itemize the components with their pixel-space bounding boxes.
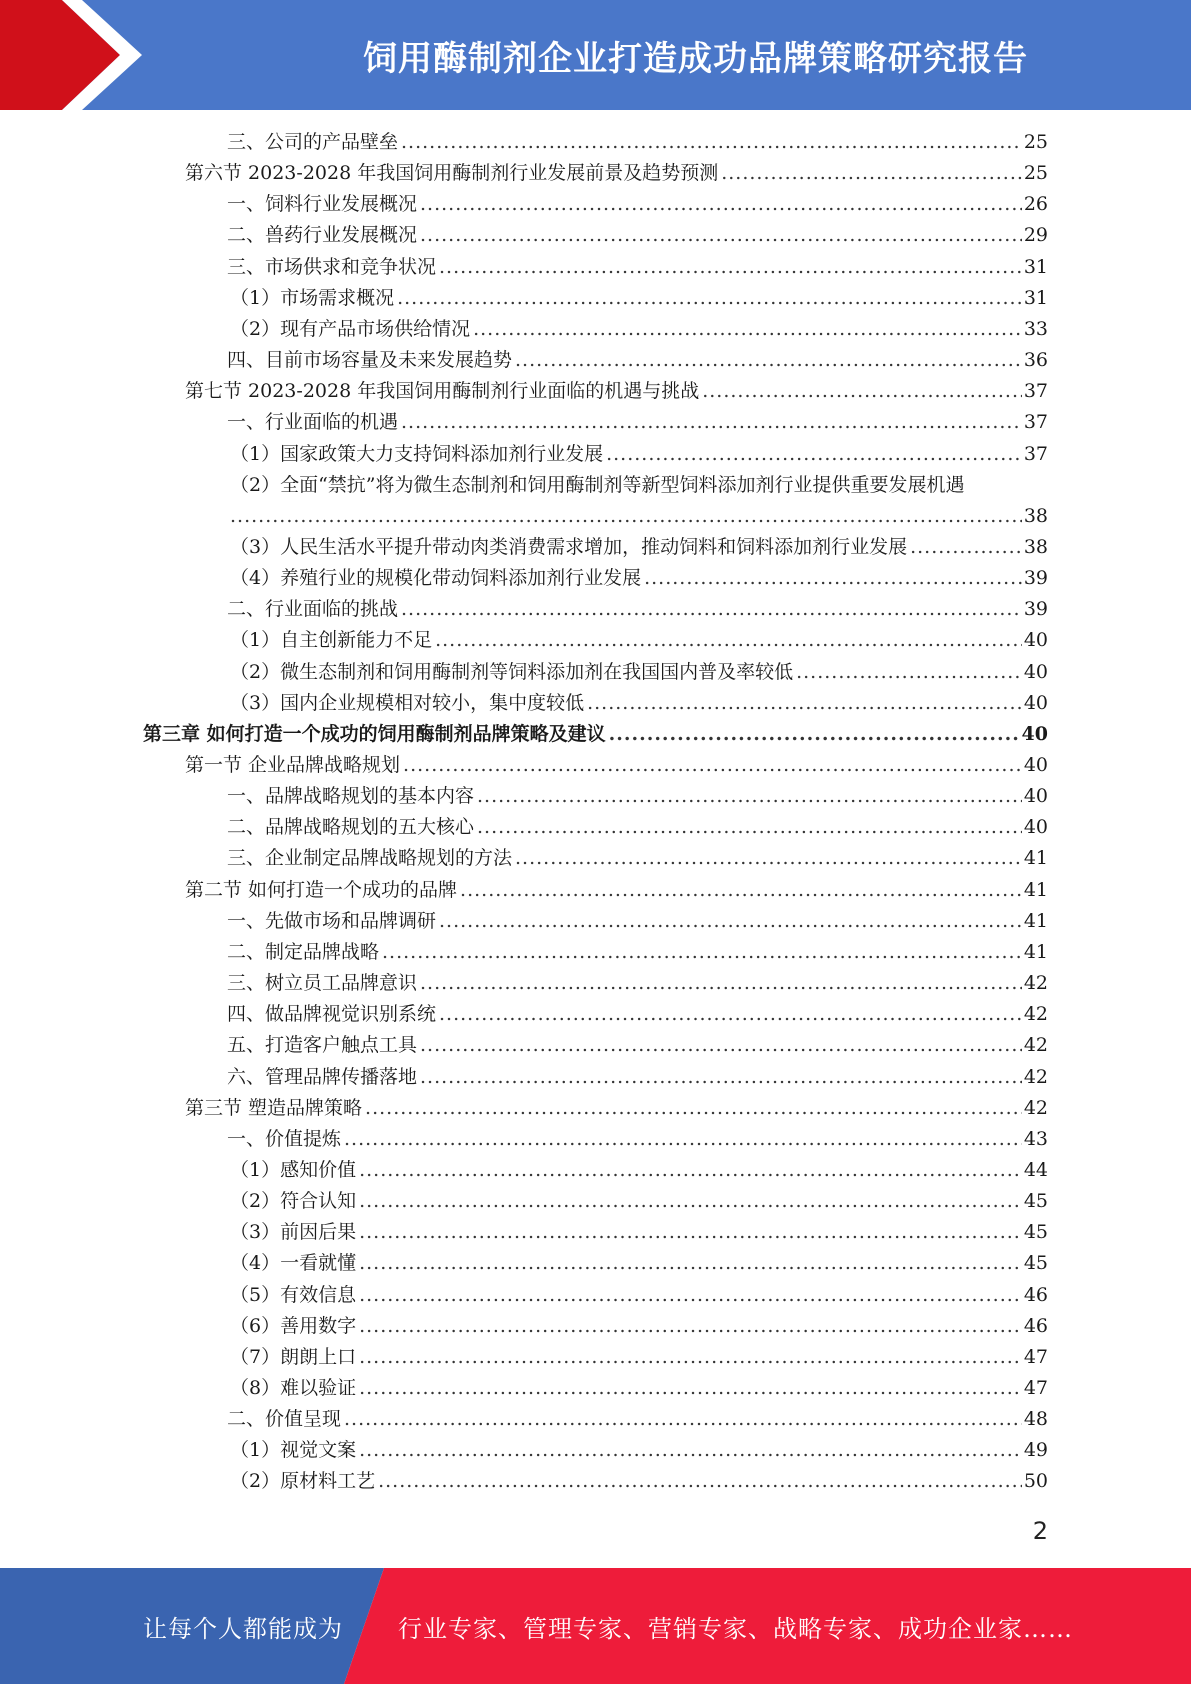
toc-entry-label: 四、做品牌视觉识别系统 [227,1003,437,1026]
toc-entry-page: 42 [1023,1096,1048,1119]
toc-entry-page: 36 [1023,349,1048,372]
toc-entry[interactable] [227,906,1048,937]
toc-leader-dots [344,1404,1022,1435]
toc-entry-label: 第三章 如何打造一个成功的饲用酶制剂品牌策略及建议 [143,722,606,745]
toc-leader-dots [420,220,1022,251]
toc-entry-page: 42 [1023,1003,1048,1026]
toc-entry-label: （2）全面“禁抗”将为微生态制剂和饲用酶制剂等新型饲料添加剂行业提供重要发展机遇 [230,473,965,496]
toc-entry[interactable] [227,252,1048,283]
toc-entry[interactable] [227,812,1048,843]
toc-entry-label: 二、行业面临的挑战 [227,598,399,621]
toc-leader-dots [420,968,1022,999]
toc-entry[interactable] [230,1466,1048,1497]
toc-entry-page: 40 [1023,785,1048,808]
toc-entry-label: （2）微生态制剂和饲用酶制剂等饲料添加剂在我国国内普及率较低 [230,660,794,683]
toc-leader-dots [382,937,1022,968]
toc-leader-dots [401,594,1022,625]
toc-entry-label: （3）国内企业规模相对较小，集中度较低 [230,691,585,714]
toc-leader-dots [435,625,1022,656]
toc-entry[interactable] [230,1155,1048,1186]
toc-entry-page: 25 [1023,131,1048,153]
toc-entry[interactable] [230,625,1048,656]
toc-entry[interactable] [227,781,1048,812]
toc-leader-dots [359,1373,1022,1404]
toc-entry-label: 一、品牌战略规划的基本内容 [227,785,475,808]
toc-entry-label: 二、制定品牌战略 [227,940,380,963]
toc-entry-label: （6）善用数字 [230,1314,357,1337]
toc-entry[interactable] [227,999,1048,1030]
toc-entry-label: （1）自主创新能力不足 [230,629,433,652]
toc-entry-page: 39 [1023,567,1048,590]
toc-entry-label: 第七节 2023-2028 年我国饲用酶制剂行业面临的机遇与挑战 [185,380,700,403]
toc-entry-page: 43 [1023,1127,1048,1150]
toc-entry[interactable] [185,875,1048,906]
toc-entry-label: 六、管理品牌传播落地 [227,1065,418,1088]
toc-entry-label: 四、目前市场容量及未来发展趋势 [227,349,513,372]
toc-entry-label: （1）国家政策大力支持饲料添加剂行业发展 [230,442,604,465]
toc-entry-label: 三、市场供求和竞争状况 [227,255,437,278]
toc-entry[interactable] [230,563,1048,594]
toc-leader-dots [796,657,1022,688]
toc-entry-label: 一、行业面临的机遇 [227,411,399,434]
toc-entry-page: 41 [1023,940,1048,963]
toc-leader-dots [359,1435,1022,1466]
toc-leader-dots [344,1124,1022,1155]
toc-leader-dots [359,1342,1022,1373]
toc-entry-page: 50 [1023,1470,1048,1493]
toc-leader-dots [515,345,1022,376]
footer-slogan: 让每个人都能成为 [143,1614,343,1643]
toc-leader-dots [702,376,1022,407]
toc-entry[interactable] [230,1217,1048,1248]
toc-entry-page: 41 [1023,909,1048,932]
footer-roles: 行业专家、管理专家、营销专家、战略专家、成功企业家…… [398,1614,1073,1643]
toc-entry-label: 二、品牌战略规划的五大核心 [227,816,475,839]
toc-leader-dots [359,1311,1022,1342]
toc-entry-page: 47 [1023,1345,1048,1368]
toc-entry-page: 40 [1021,722,1048,745]
toc-leader-dots [439,252,1022,283]
toc-leader-dots [359,1217,1022,1248]
toc-entry-label: 一、价值提炼 [227,1127,342,1150]
toc-entry[interactable] [185,1093,1048,1124]
toc-entry[interactable] [227,843,1048,874]
toc-leader-dots [515,843,1022,874]
toc-entry-label: 三、树立员工品牌意识 [227,972,418,995]
toc-leader-dots [359,1186,1022,1217]
toc-entry[interactable] [227,220,1048,251]
footer-banner [0,1568,1191,1684]
toc-entry-label: （1）感知价值 [230,1158,357,1181]
toc-leader-dots [420,189,1022,220]
toc-leader-dots [477,812,1022,843]
toc-entry-page: 42 [1023,972,1048,995]
toc-entry-page: 37 [1023,380,1048,403]
toc-entry[interactable] [227,127,1048,158]
toc-entry[interactable] [227,968,1048,999]
toc-entry-page: 29 [1023,224,1048,247]
header-bar [0,0,1191,110]
toc-entry[interactable] [230,1280,1048,1311]
toc-leader-dots [359,1280,1022,1311]
toc-entry[interactable] [227,1404,1048,1435]
toc-entry[interactable] [230,1186,1048,1217]
toc-leader-dots [439,999,1022,1030]
toc-entry-label: 一、饲料行业发展概况 [227,193,418,216]
toc-leader-dots [721,158,1022,189]
toc-entry-label: 第二节 如何打造一个成功的品牌 [185,878,458,901]
toc-entry-page: 39 [1023,598,1048,621]
toc-entry-label: 二、兽药行业发展概况 [227,224,418,247]
toc-leader-dots [473,314,1022,345]
toc-entry-page: 41 [1023,878,1048,901]
toc-leader-dots [230,501,1022,532]
toc-leader-dots [397,283,1022,314]
toc-entry-label: （7）朗朗上口 [230,1345,357,1368]
toc-leader-dots [365,1093,1022,1124]
toc-leader-dots [477,781,1022,812]
toc-entry[interactable] [227,407,1048,438]
toc-entry[interactable] [227,1124,1048,1155]
toc-leader-dots [378,1466,1022,1497]
toc-entry-page: 49 [1023,1439,1048,1462]
toc-entry-page: 40 [1023,629,1048,652]
toc-entry-label: （2）符合认知 [230,1190,357,1213]
toc-entry-label: （4）一看就懂 [230,1252,357,1275]
toc-entry-page: 33 [1023,317,1048,340]
toc-entry-label: 一、先做市场和品牌调研 [227,909,437,932]
toc-entry-page: 44 [1023,1158,1048,1181]
toc-entry-label: 三、公司的产品壁垒 [227,131,399,153]
toc-entry-page: 31 [1023,255,1048,278]
toc-leader-dots [606,439,1022,470]
toc-entry-page: 37 [1023,442,1048,465]
toc-entry[interactable] [230,283,1048,314]
toc-entry-page: 46 [1023,1314,1048,1337]
toc-entry-page: 47 [1023,1377,1048,1399]
toc-entry-page: 37 [1023,411,1048,434]
toc-entry[interactable] [185,158,1048,189]
toc-entry[interactable] [230,1248,1048,1279]
toc-entry-page: 48 [1023,1408,1048,1431]
toc-leader-dots [359,1155,1022,1186]
toc-entry[interactable] [230,1435,1048,1466]
toc-entry-label: 三、企业制定品牌战略规划的方法 [227,847,513,870]
toc-entry[interactable] [185,376,1048,407]
toc-entry[interactable] [227,189,1048,220]
toc-entry-page: 26 [1023,193,1048,216]
toc-entry-page: 41 [1023,847,1048,870]
toc-entry[interactable] [230,314,1048,345]
toc-entry[interactable] [227,345,1048,376]
toc-leader-dots [609,719,1020,750]
toc-entry-page: 40 [1023,691,1048,714]
toc-entry[interactable] [230,1342,1048,1373]
toc-entry-label: 二、价值呈现 [227,1408,342,1431]
page-number: 2 [1032,1517,1048,1545]
toc-entry-label: （8）难以验证 [230,1377,357,1399]
toc-leader-dots [910,532,1022,563]
toc-entry-page: 31 [1023,286,1048,309]
toc-entry[interactable] [227,594,1048,625]
toc-entry[interactable] [227,1030,1048,1061]
toc-entry-page: 42 [1023,1034,1048,1057]
toc-entry-label: 五、打造客户触点工具 [227,1034,418,1057]
toc-entry-page: 40 [1023,816,1048,839]
toc-leader-dots [420,1062,1022,1093]
toc-entry[interactable] [230,688,1048,719]
toc-leader-dots [403,750,1022,781]
toc-entry[interactable] [230,439,1048,470]
toc-entry-label: （4）养殖行业的规模化带动饲料添加剂行业发展 [230,567,642,590]
toc-entry-label: （3）前因后果 [230,1221,357,1244]
toc-entry[interactable] [230,657,1048,688]
toc-entry-continuation [230,501,1048,532]
toc-leader-dots [439,906,1022,937]
toc-entry-label: （1）市场需求概况 [230,286,395,309]
toc-chapter-entry[interactable] [143,719,1048,750]
toc-entry-label: （5）有效信息 [230,1283,357,1306]
toc-entry-page: 40 [1023,660,1048,683]
toc-leader-dots [460,875,1022,906]
toc-entry-label: 第六节 2023-2028 年我国饲用酶制剂行业发展前景及趋势预测 [185,162,719,185]
toc-entry[interactable] [227,1062,1048,1093]
toc-entry[interactable] [227,937,1048,968]
toc-leader-dots [401,127,1022,158]
toc-entry-label: 第三节 塑造品牌策略 [185,1096,363,1119]
toc-entry-page: 45 [1023,1252,1048,1275]
toc-entry-page: 38 [1023,504,1048,527]
toc-entry-label: （2）原材料工艺 [230,1470,376,1493]
toc-leader-dots [401,407,1022,438]
page-title: 饲用酶制剂企业打造成功品牌策略研究报告 [363,38,1028,79]
toc-entry-label: （2）现有产品市场供给情况 [230,317,471,340]
toc-entry-label: （3）人民生活水平提升带动肉类消费需求增加，推动饲料和饲料添加剂行业发展 [230,535,908,558]
red-chevron-icon [0,0,160,110]
toc-entry[interactable] [185,750,1048,781]
toc-entry-page: 42 [1023,1065,1048,1088]
toc-entry-page: 25 [1023,162,1048,185]
toc-entry[interactable] [230,532,1048,563]
toc-entry[interactable] [230,1373,1048,1404]
toc-entry-page: 38 [1023,535,1048,558]
toc-leader-dots [420,1030,1022,1061]
toc-entry-page: 46 [1023,1283,1048,1306]
toc-entry[interactable] [230,470,1056,501]
toc-entry-page: 45 [1023,1221,1048,1244]
toc-entry-label: 第一节 企业品牌战略规划 [185,754,401,776]
toc-entry-page: 45 [1023,1190,1048,1213]
toc-entry[interactable] [230,1311,1048,1342]
toc-leader-dots [587,688,1022,719]
toc-entry-label: （1）视觉文案 [230,1439,357,1462]
toc-entry-page: 40 [1023,754,1048,776]
toc-leader-dots [644,563,1022,594]
toc-leader-dots [359,1248,1022,1279]
